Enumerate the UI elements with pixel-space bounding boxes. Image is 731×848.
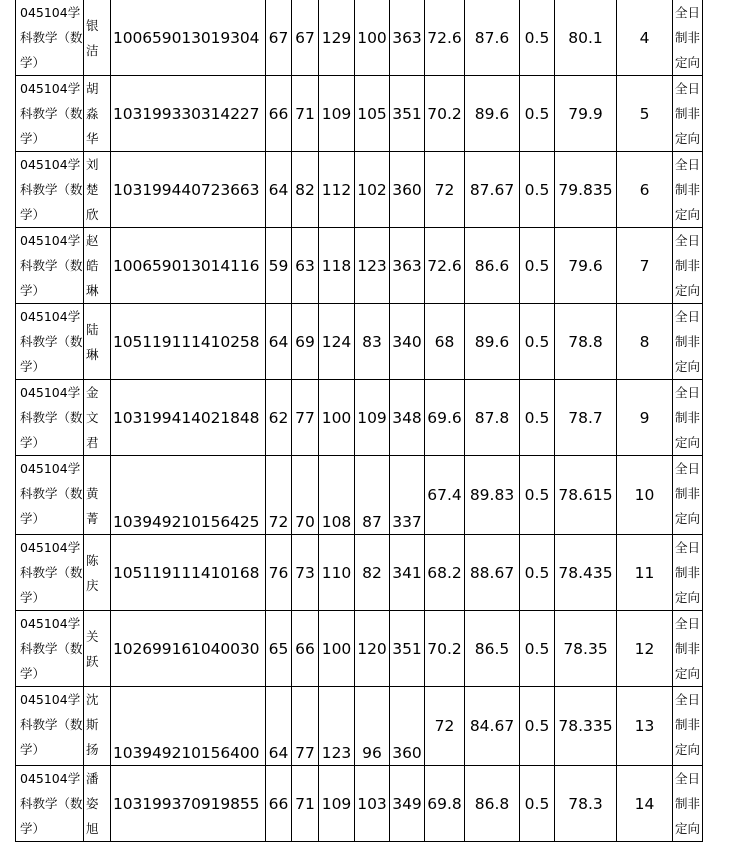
prelim-converted-cell: 70.2 <box>425 76 465 152</box>
final-score-cell: 80.1 <box>555 0 617 76</box>
weight-cell: 0.5 <box>520 687 555 766</box>
prelim-converted-cell: 72 <box>425 687 465 766</box>
major-cell: 045104学科教学（数学） <box>16 0 84 76</box>
score3-cell: 100 <box>319 611 355 687</box>
major-cell: 045104学科教学（数学） <box>16 76 84 152</box>
exam-id-cell: 103949210156425 <box>111 456 266 535</box>
rank-cell: 10 <box>617 456 673 535</box>
study-mode-cell: 全日制非定向 <box>673 687 703 766</box>
score3-cell: 110 <box>319 535 355 611</box>
exam-id-cell: 105119111410258 <box>111 304 266 380</box>
prelim-converted-cell: 72.6 <box>425 0 465 76</box>
study-mode-cell: 全日制非定向 <box>673 76 703 152</box>
score4-cell: 83 <box>355 304 390 380</box>
rank-cell: 5 <box>617 76 673 152</box>
rank-cell: 12 <box>617 611 673 687</box>
rank-cell: 14 <box>617 766 673 842</box>
prelim-converted-cell: 67.4 <box>425 456 465 535</box>
total-score-cell: 351 <box>390 611 425 687</box>
exam-id-cell: 102699161040030 <box>111 611 266 687</box>
weight-cell: 0.5 <box>520 766 555 842</box>
name-cell: 陆琳 <box>84 304 111 380</box>
score4-cell: 105 <box>355 76 390 152</box>
score2-cell: 77 <box>292 380 319 456</box>
name-cell: 关跃 <box>84 611 111 687</box>
score2-cell: 77 <box>292 687 319 766</box>
name-cell: 赵皓琳 <box>84 228 111 304</box>
final-score-cell: 78.35 <box>555 611 617 687</box>
score2-cell: 67 <box>292 0 319 76</box>
prelim-converted-cell: 72.6 <box>425 228 465 304</box>
table-row <box>16 152 703 228</box>
retest-score-cell: 87.67 <box>465 152 520 228</box>
study-mode-cell: 全日制非定向 <box>673 535 703 611</box>
table-row <box>16 76 703 152</box>
score4-cell: 96 <box>355 687 390 766</box>
prelim-converted-cell: 72 <box>425 152 465 228</box>
score4-cell: 87 <box>355 456 390 535</box>
total-score-cell: 351 <box>390 76 425 152</box>
score4-cell: 109 <box>355 380 390 456</box>
total-score-cell: 363 <box>390 228 425 304</box>
table-row <box>16 611 703 687</box>
name-cell: 陈庆 <box>84 535 111 611</box>
major-cell: 045104学科教学（数学） <box>16 228 84 304</box>
name-cell: 银洁 <box>84 0 111 76</box>
final-score-cell: 78.615 <box>555 456 617 535</box>
weight-cell: 0.5 <box>520 456 555 535</box>
retest-score-cell: 86.5 <box>465 611 520 687</box>
weight-cell: 0.5 <box>520 0 555 76</box>
name-cell: 刘楚欣 <box>84 152 111 228</box>
score2-cell: 69 <box>292 304 319 380</box>
score3-cell: 109 <box>319 766 355 842</box>
score4-cell: 123 <box>355 228 390 304</box>
final-score-cell: 78.335 <box>555 687 617 766</box>
weight-cell: 0.5 <box>520 304 555 380</box>
major-cell: 045104学科教学（数学） <box>16 304 84 380</box>
exam-id-cell: 100659013014116 <box>111 228 266 304</box>
retest-score-cell: 87.6 <box>465 0 520 76</box>
weight-cell: 0.5 <box>520 611 555 687</box>
score3-cell: 118 <box>319 228 355 304</box>
total-score-cell: 349 <box>390 766 425 842</box>
major-cell: 045104学科教学（数学） <box>16 152 84 228</box>
score1-cell: 64 <box>266 304 292 380</box>
admission-results-table <box>15 0 703 842</box>
weight-cell: 0.5 <box>520 76 555 152</box>
score2-cell: 66 <box>292 611 319 687</box>
total-score-cell: 337 <box>390 456 425 535</box>
score4-cell: 82 <box>355 535 390 611</box>
weight-cell: 0.5 <box>520 535 555 611</box>
weight-cell: 0.5 <box>520 228 555 304</box>
score1-cell: 64 <box>266 152 292 228</box>
score1-cell: 64 <box>266 687 292 766</box>
final-score-cell: 78.7 <box>555 380 617 456</box>
score2-cell: 70 <box>292 456 319 535</box>
retest-score-cell: 87.8 <box>465 380 520 456</box>
final-score-cell: 79.835 <box>555 152 617 228</box>
study-mode-cell: 全日制非定向 <box>673 611 703 687</box>
score4-cell: 103 <box>355 766 390 842</box>
rank-cell: 13 <box>617 687 673 766</box>
retest-score-cell: 86.8 <box>465 766 520 842</box>
table-row <box>16 766 703 842</box>
retest-score-cell: 84.67 <box>465 687 520 766</box>
study-mode-cell: 全日制非定向 <box>673 766 703 842</box>
final-score-cell: 79.6 <box>555 228 617 304</box>
table-row <box>16 687 703 766</box>
study-mode-cell: 全日制非定向 <box>673 152 703 228</box>
score2-cell: 71 <box>292 766 319 842</box>
major-cell: 045104学科教学（数学） <box>16 687 84 766</box>
rank-cell: 8 <box>617 304 673 380</box>
name-cell: 黄菁 <box>84 456 111 535</box>
score1-cell: 76 <box>266 535 292 611</box>
final-score-cell: 78.3 <box>555 766 617 842</box>
score4-cell: 120 <box>355 611 390 687</box>
major-cell: 045104学科教学（数学） <box>16 380 84 456</box>
final-score-cell: 78.8 <box>555 304 617 380</box>
exam-id-cell: 100659013019304 <box>111 0 266 76</box>
score1-cell: 66 <box>266 76 292 152</box>
prelim-converted-cell: 69.8 <box>425 766 465 842</box>
score3-cell: 123 <box>319 687 355 766</box>
name-cell: 沈斯扬 <box>84 687 111 766</box>
rank-cell: 6 <box>617 152 673 228</box>
exam-id-cell: 103199330314227 <box>111 76 266 152</box>
name-cell: 金文君 <box>84 380 111 456</box>
rank-cell: 7 <box>617 228 673 304</box>
major-cell: 045104学科教学（数学） <box>16 456 84 535</box>
score3-cell: 129 <box>319 0 355 76</box>
weight-cell: 0.5 <box>520 380 555 456</box>
score3-cell: 109 <box>319 76 355 152</box>
prelim-converted-cell: 69.6 <box>425 380 465 456</box>
score1-cell: 67 <box>266 0 292 76</box>
rank-cell: 9 <box>617 380 673 456</box>
score3-cell: 108 <box>319 456 355 535</box>
total-score-cell: 348 <box>390 380 425 456</box>
table-row <box>16 304 703 380</box>
table-body <box>16 0 703 842</box>
major-cell: 045104学科教学（数学） <box>16 535 84 611</box>
final-score-cell: 79.9 <box>555 76 617 152</box>
prelim-converted-cell: 68 <box>425 304 465 380</box>
score1-cell: 72 <box>266 456 292 535</box>
table-row <box>16 535 703 611</box>
retest-score-cell: 89.83 <box>465 456 520 535</box>
prelim-converted-cell: 70.2 <box>425 611 465 687</box>
rank-cell: 4 <box>617 0 673 76</box>
total-score-cell: 363 <box>390 0 425 76</box>
study-mode-cell: 全日制非定向 <box>673 304 703 380</box>
study-mode-cell: 全日制非定向 <box>673 380 703 456</box>
final-score-cell: 78.435 <box>555 535 617 611</box>
total-score-cell: 341 <box>390 535 425 611</box>
score4-cell: 102 <box>355 152 390 228</box>
major-cell: 045104学科教学（数学） <box>16 766 84 842</box>
score2-cell: 73 <box>292 535 319 611</box>
score1-cell: 66 <box>266 766 292 842</box>
exam-id-cell: 103199414021848 <box>111 380 266 456</box>
table-row <box>16 456 703 535</box>
name-cell: 胡淼华 <box>84 76 111 152</box>
score3-cell: 124 <box>319 304 355 380</box>
retest-score-cell: 86.6 <box>465 228 520 304</box>
score4-cell: 100 <box>355 0 390 76</box>
score1-cell: 62 <box>266 380 292 456</box>
study-mode-cell: 全日制非定向 <box>673 228 703 304</box>
exam-id-cell: 103949210156400 <box>111 687 266 766</box>
score3-cell: 100 <box>319 380 355 456</box>
rank-cell: 11 <box>617 535 673 611</box>
exam-id-cell: 103199370919855 <box>111 766 266 842</box>
score1-cell: 59 <box>266 228 292 304</box>
name-cell: 潘姿旭 <box>84 766 111 842</box>
retest-score-cell: 88.67 <box>465 535 520 611</box>
score2-cell: 71 <box>292 76 319 152</box>
retest-score-cell: 89.6 <box>465 76 520 152</box>
score2-cell: 63 <box>292 228 319 304</box>
total-score-cell: 340 <box>390 304 425 380</box>
total-score-cell: 360 <box>390 152 425 228</box>
study-mode-cell: 全日制非定向 <box>673 456 703 535</box>
table-row <box>16 380 703 456</box>
study-mode-cell: 全日制非定向 <box>673 0 703 76</box>
table-row <box>16 228 703 304</box>
weight-cell: 0.5 <box>520 152 555 228</box>
table-row <box>16 0 703 76</box>
score3-cell: 112 <box>319 152 355 228</box>
score1-cell: 65 <box>266 611 292 687</box>
prelim-converted-cell: 68.2 <box>425 535 465 611</box>
total-score-cell: 360 <box>390 687 425 766</box>
retest-score-cell: 89.6 <box>465 304 520 380</box>
major-cell: 045104学科教学（数学） <box>16 611 84 687</box>
exam-id-cell: 103199440723663 <box>111 152 266 228</box>
score2-cell: 82 <box>292 152 319 228</box>
exam-id-cell: 105119111410168 <box>111 535 266 611</box>
